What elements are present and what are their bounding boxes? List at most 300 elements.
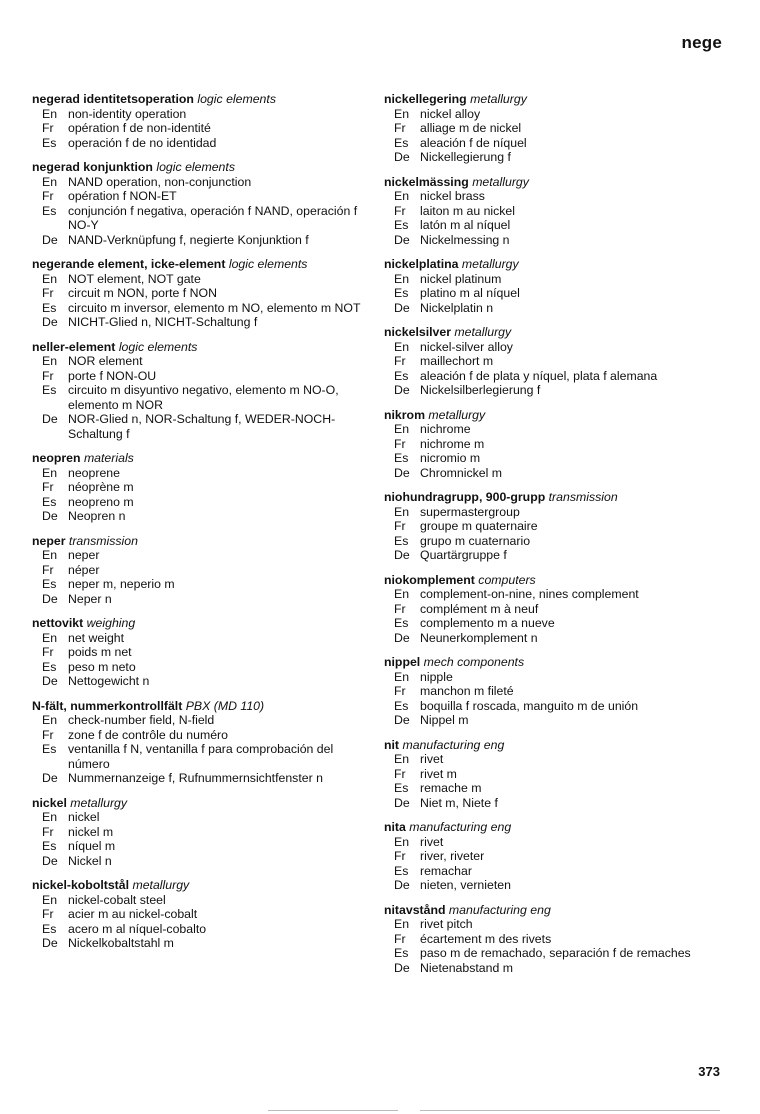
entry-term: N-fält, nummerkontrollfält xyxy=(32,698,183,713)
entry-headline xyxy=(384,325,734,340)
translation-line xyxy=(32,742,367,771)
language-code: De xyxy=(42,936,58,950)
language-code: Es xyxy=(42,921,57,936)
translation-line xyxy=(384,466,734,481)
translation-text: aleación f de plata y níquel, plata f alemana xyxy=(420,368,658,383)
entry-domain: weighing xyxy=(86,616,136,630)
translation-line xyxy=(32,854,367,869)
translation-text: boquilla f roscada, manguito m de unión xyxy=(420,698,639,713)
language-code: Fr xyxy=(394,203,406,218)
entry-headline xyxy=(32,796,367,811)
translation-text: níquel m xyxy=(68,839,116,853)
language-code: En xyxy=(42,630,58,645)
translation-text: supermastergroup xyxy=(420,504,520,519)
entry-domain: transmission xyxy=(68,533,138,548)
translation-line xyxy=(384,340,734,355)
entry-headline xyxy=(32,160,367,175)
language-code: Es xyxy=(42,494,57,509)
translation-line xyxy=(384,286,734,301)
entry-headline xyxy=(32,699,367,714)
language-code: En xyxy=(394,669,410,684)
entry-term: nita xyxy=(384,820,406,834)
translation-text: néoprène m xyxy=(68,480,134,494)
translation-text: Nickel n xyxy=(68,853,112,868)
language-code: Fr xyxy=(42,645,54,659)
page-number: 373 xyxy=(698,1064,720,1079)
translation-text: Nickelmessing n xyxy=(420,232,510,247)
translation-line xyxy=(384,505,734,520)
translation-line xyxy=(32,189,367,204)
translation-line xyxy=(32,107,367,122)
translation-text: poids m net xyxy=(68,645,132,659)
language-code: De xyxy=(394,795,410,810)
translation-line xyxy=(384,451,734,466)
dictionary-entry xyxy=(384,738,734,811)
translation-line xyxy=(384,301,734,316)
language-code: De xyxy=(394,232,410,247)
entry-term: neopren xyxy=(32,451,81,465)
translation-line xyxy=(384,204,734,219)
entry-term: nickelmässing xyxy=(384,174,469,189)
translation-text: manchon m fileté xyxy=(420,684,514,698)
translation-line xyxy=(32,728,367,743)
entry-term: nickel-koboltstål xyxy=(32,878,130,892)
entry-headline xyxy=(384,257,734,272)
translation-text: rivet xyxy=(420,834,444,849)
language-code: Es xyxy=(394,863,409,878)
dictionary-entry xyxy=(32,878,367,951)
language-code: De xyxy=(42,853,58,868)
translation-text: rivet xyxy=(420,752,444,766)
translation-text: paso m de remachado, separación f de remaches xyxy=(420,946,691,960)
language-code: En xyxy=(394,422,410,436)
translation-text: conjunción f negativa, operación f NAND, operación f NO-Y xyxy=(68,203,358,232)
translation-text: nickel-silver alloy xyxy=(420,339,513,354)
translation-line xyxy=(384,218,734,233)
translation-text: check-number field, N-field xyxy=(68,713,215,727)
dictionary-entry xyxy=(32,257,367,330)
entry-term: nickelsilver xyxy=(384,325,451,339)
language-code: De xyxy=(42,771,58,785)
entry-domain: manufacturing eng xyxy=(448,902,551,917)
translation-text: nicromio m xyxy=(420,451,481,465)
entry-term: nickelplatina xyxy=(384,257,459,271)
language-code: En xyxy=(42,354,58,368)
language-code: En xyxy=(394,271,410,286)
translation-line xyxy=(32,936,367,951)
translation-text: opération f NON-ET xyxy=(68,189,177,203)
translation-line xyxy=(384,383,734,398)
translation-line xyxy=(384,878,734,893)
entry-domain: metallurgy xyxy=(132,878,190,892)
translation-line xyxy=(32,354,367,369)
translation-text: neper xyxy=(68,548,100,562)
translation-line xyxy=(384,713,734,728)
translation-line xyxy=(384,107,734,122)
translation-text: complement-on-nine, nines complement xyxy=(420,587,639,601)
translation-line xyxy=(32,412,367,441)
language-code: Fr xyxy=(394,436,406,451)
entry-term: nit xyxy=(384,737,400,752)
dictionary-entry xyxy=(384,92,734,165)
entry-domain: metallurgy xyxy=(470,92,527,106)
entry-domain: PBX (MD 110) xyxy=(185,698,265,713)
translation-line xyxy=(32,495,367,510)
translation-line xyxy=(32,121,367,136)
language-code: Es xyxy=(394,451,409,465)
translation-line xyxy=(32,893,367,908)
dictionary-entry xyxy=(32,92,367,150)
translation-line xyxy=(32,922,367,937)
language-code: De xyxy=(394,713,410,727)
translation-text: neoprene xyxy=(68,465,120,480)
translation-line xyxy=(32,771,367,786)
dictionary-entry xyxy=(384,573,734,646)
entry-domain: metallurgy xyxy=(428,407,486,422)
entry-domain: computers xyxy=(478,572,536,587)
entry-domain: metallurgy xyxy=(461,257,519,271)
language-code: De xyxy=(42,315,58,329)
translation-text: nichrome m xyxy=(420,436,485,451)
entry-headline xyxy=(384,738,734,753)
translation-line xyxy=(32,810,367,825)
language-code: En xyxy=(394,106,410,121)
language-code: En xyxy=(42,465,58,480)
entry-term: negerad konjunktion xyxy=(32,160,153,174)
translation-line xyxy=(384,752,734,767)
translation-text: Nickelsilberlegierung f xyxy=(420,383,541,397)
entry-term: nickellegering xyxy=(384,92,467,106)
translation-line xyxy=(384,631,734,646)
translation-line xyxy=(384,849,734,864)
dictionary-entry xyxy=(384,820,734,893)
translation-line xyxy=(384,354,734,369)
language-code: De xyxy=(394,960,410,975)
translation-text: neper m, neperio m xyxy=(68,577,175,591)
language-code: De xyxy=(42,509,58,523)
translation-text: acero m al níquel-cobalto xyxy=(68,921,207,936)
language-code: Fr xyxy=(394,121,406,135)
translation-text: nipple xyxy=(420,669,453,684)
translation-text: circuito m inversor, elemento m NO, elemento m NOT xyxy=(68,300,361,315)
translation-text: porte f NON-OU xyxy=(68,368,157,383)
translation-text: latón m al níquel xyxy=(420,218,511,232)
entry-headline xyxy=(32,340,367,355)
language-code: De xyxy=(394,630,410,645)
language-code: En xyxy=(42,713,58,727)
translation-text: aleación f de níquel xyxy=(420,135,527,150)
language-code: Fr xyxy=(42,727,54,742)
translation-line xyxy=(32,509,367,524)
translation-line xyxy=(384,272,734,287)
language-code: En xyxy=(394,752,410,766)
translation-line xyxy=(384,519,734,534)
translation-line xyxy=(32,577,367,592)
translation-line xyxy=(384,150,734,165)
translation-line xyxy=(384,189,734,204)
language-code: Es xyxy=(42,839,57,853)
translation-text: opération f de non-identité xyxy=(68,121,211,135)
translation-line xyxy=(32,563,367,578)
translation-text: Chromnickel m xyxy=(420,465,502,480)
dictionary-entry xyxy=(32,616,367,689)
language-code: En xyxy=(42,892,58,907)
translation-line xyxy=(32,233,367,248)
translation-text: nickel m xyxy=(68,824,114,839)
translation-text: Nietenabstand m xyxy=(420,960,513,975)
entry-term: nikrom xyxy=(384,407,425,422)
translation-text: NOR element xyxy=(68,354,143,368)
language-code: Es xyxy=(394,698,409,713)
translation-text: Nickelplatin n xyxy=(420,300,494,315)
translation-text: laiton m au nickel xyxy=(420,203,516,218)
translation-text: écartement m des rivets xyxy=(420,931,552,946)
entry-term: nettovikt xyxy=(32,616,84,630)
translation-line xyxy=(384,437,734,452)
language-code: De xyxy=(394,150,410,164)
entry-domain: materials xyxy=(83,451,134,465)
translation-line xyxy=(32,383,367,412)
translation-text: remachar xyxy=(420,863,472,878)
entry-headline xyxy=(32,616,367,631)
translation-text: groupe m quaternaire xyxy=(420,519,538,533)
translation-line xyxy=(32,660,367,675)
language-code: Es xyxy=(394,218,409,232)
dictionary-entry xyxy=(32,160,367,247)
language-code: En xyxy=(394,504,410,519)
translation-text: nickel xyxy=(68,810,100,824)
language-code: Fr xyxy=(394,354,406,368)
language-code: De xyxy=(42,674,58,688)
translation-text: Neunerkomplement n xyxy=(420,630,538,645)
language-code: Fr xyxy=(42,368,54,383)
translation-line xyxy=(32,548,367,563)
entry-term: niokomplement xyxy=(384,572,475,587)
translation-text: NOR-Glied n, NOR-Schaltung f, WEDER-NOCH-Schaltung f xyxy=(68,412,336,441)
dictionary-entry xyxy=(32,340,367,442)
entry-headline xyxy=(384,175,734,190)
header-word: nege xyxy=(681,33,722,52)
translation-text: NAND-Verknüpfung f, negierte Konjunktion f xyxy=(68,232,309,247)
translation-line xyxy=(32,286,367,301)
translation-text: nieten, vernieten xyxy=(420,878,511,892)
entry-domain: metallurgy xyxy=(472,174,529,189)
translation-text: peso m neto xyxy=(68,659,136,674)
language-code: En xyxy=(42,810,58,824)
translation-text: Nickellegierung f xyxy=(420,150,511,164)
right-column xyxy=(384,92,734,985)
translation-text: Nippel m xyxy=(420,713,469,727)
translation-text: Nettogewicht n xyxy=(68,674,150,688)
language-code: Fr xyxy=(394,519,406,533)
entry-term: negerad identitetsoperation xyxy=(32,92,194,106)
language-code: De xyxy=(42,412,58,426)
translation-line xyxy=(384,864,734,879)
entry-term: nitavstånd xyxy=(384,902,446,917)
translation-line xyxy=(32,175,367,190)
translation-line xyxy=(32,631,367,646)
language-code: De xyxy=(394,300,410,315)
dictionary-entry xyxy=(32,699,367,786)
translation-text: NOT element, NOT gate xyxy=(68,271,201,286)
translation-text: NICHT-Glied n, NICHT-Schaltung f xyxy=(68,315,258,329)
translation-text: river, riveter xyxy=(420,849,485,863)
translation-text: zone f de contrôle du numéro xyxy=(68,727,228,742)
translation-text: nickel-cobalt steel xyxy=(68,892,166,907)
translation-text: platino m al níquel xyxy=(420,286,520,300)
dictionary-entry xyxy=(384,175,734,248)
translation-line xyxy=(384,796,734,811)
translation-text: complément m à neuf xyxy=(420,601,539,616)
language-code: De xyxy=(42,591,58,606)
entry-term: negerande element, icke-element xyxy=(32,257,226,271)
language-code: De xyxy=(394,548,410,562)
language-code: Fr xyxy=(394,931,406,946)
translation-text: Nummernanzeige f, Rufnummernsichtfenster n xyxy=(68,771,323,785)
entry-headline xyxy=(32,534,367,549)
language-code: Es xyxy=(42,203,57,218)
translation-text: neopreno m xyxy=(68,494,134,509)
entry-headline xyxy=(384,490,734,505)
translation-text: alliage m de nickel xyxy=(420,121,522,135)
language-code: De xyxy=(394,383,410,397)
language-code: Es xyxy=(42,300,57,315)
entry-domain: logic elements xyxy=(118,339,198,354)
dictionary-entry xyxy=(384,325,734,398)
translation-line xyxy=(384,699,734,714)
language-code: En xyxy=(394,189,410,203)
translation-text: acier m au nickel-cobalt xyxy=(68,907,198,921)
entry-headline xyxy=(384,408,734,423)
translation-text: rivet pitch xyxy=(420,917,473,931)
translation-line xyxy=(32,466,367,481)
translation-line xyxy=(32,136,367,151)
entry-headline xyxy=(384,820,734,835)
translation-line xyxy=(32,839,367,854)
dictionary-entry xyxy=(384,655,734,728)
translation-text: NAND operation, non-conjunction xyxy=(68,174,252,189)
entry-term: nippel xyxy=(384,655,421,669)
translation-text: remache m xyxy=(420,781,482,795)
language-code: En xyxy=(394,587,410,601)
entry-term: neper xyxy=(32,533,66,548)
translation-text: Neopren n xyxy=(68,509,126,523)
language-code: Fr xyxy=(42,286,54,300)
language-code: Fr xyxy=(42,189,54,203)
language-code: Fr xyxy=(42,824,54,839)
language-code: En xyxy=(394,339,410,354)
language-code: De xyxy=(42,232,58,247)
translation-text: net weight xyxy=(68,630,125,645)
language-code: Es xyxy=(42,383,57,397)
translation-line xyxy=(384,233,734,248)
language-code: Fr xyxy=(394,849,406,863)
translation-text: néper xyxy=(68,562,100,577)
bottom-rule-right xyxy=(420,1110,720,1111)
language-code: Fr xyxy=(42,121,54,135)
translation-line xyxy=(384,422,734,437)
translation-line xyxy=(32,592,367,607)
translation-line xyxy=(32,272,367,287)
language-code: En xyxy=(394,834,410,849)
language-code: Fr xyxy=(42,907,54,921)
dictionary-entry xyxy=(32,451,367,524)
translation-line xyxy=(384,670,734,685)
entry-domain: logic elements xyxy=(228,257,308,271)
entry-domain: mech components xyxy=(423,655,525,669)
entry-term: niohundragrupp, 900-grupp xyxy=(384,490,546,504)
dictionary-entry xyxy=(384,490,734,563)
translation-line xyxy=(384,684,734,699)
entry-term: neller-element xyxy=(32,339,116,354)
translation-text: rivet m xyxy=(420,766,457,781)
entry-domain: manufacturing eng xyxy=(409,820,512,834)
translation-line xyxy=(384,932,734,947)
translation-line xyxy=(32,315,367,330)
translation-line xyxy=(32,480,367,495)
language-code: En xyxy=(42,271,58,286)
translation-line xyxy=(384,121,734,136)
language-code: Es xyxy=(42,742,57,756)
translation-text: nickel platinum xyxy=(420,271,502,286)
language-code: Fr xyxy=(42,562,54,577)
translation-text: nickel brass xyxy=(420,189,485,203)
translation-text: Nickelkobaltstahl m xyxy=(68,936,174,950)
translation-text: circuit m NON, porte f NON xyxy=(68,286,217,300)
translation-text: operación f de no identidad xyxy=(68,135,217,150)
language-code: Es xyxy=(42,659,57,674)
language-code: En xyxy=(42,106,58,121)
language-code: De xyxy=(394,878,410,892)
language-code: Es xyxy=(394,781,409,795)
translation-line xyxy=(384,835,734,850)
language-code: Fr xyxy=(394,684,406,698)
dictionary-entry xyxy=(32,796,367,869)
translation-line xyxy=(384,616,734,631)
translation-line xyxy=(384,369,734,384)
language-code: Es xyxy=(394,286,409,300)
translation-text: Neper n xyxy=(68,591,112,606)
translation-line xyxy=(32,907,367,922)
left-column xyxy=(32,92,367,961)
translation-line xyxy=(384,602,734,617)
entry-term: nickel xyxy=(32,795,67,810)
entry-domain: logic elements xyxy=(197,92,276,106)
translation-text: nichrome xyxy=(420,422,471,436)
bottom-rule-left xyxy=(268,1110,398,1111)
translation-line xyxy=(384,917,734,932)
dictionary-entry xyxy=(32,534,367,607)
entry-domain: transmission xyxy=(548,490,618,504)
translation-line xyxy=(384,136,734,151)
translation-line xyxy=(384,781,734,796)
language-code: En xyxy=(394,917,410,931)
translation-line xyxy=(32,825,367,840)
language-code: Es xyxy=(394,616,409,630)
translation-line xyxy=(32,674,367,689)
translation-line xyxy=(384,548,734,563)
entry-headline xyxy=(32,451,367,466)
language-code: Es xyxy=(394,135,409,150)
entry-headline xyxy=(32,257,367,272)
dictionary-entry xyxy=(384,903,734,976)
translation-line xyxy=(384,534,734,549)
translation-line xyxy=(384,767,734,782)
translation-line xyxy=(32,645,367,660)
translation-line xyxy=(32,369,367,384)
entry-domain: logic elements xyxy=(156,160,235,174)
language-code: Es xyxy=(42,577,57,591)
